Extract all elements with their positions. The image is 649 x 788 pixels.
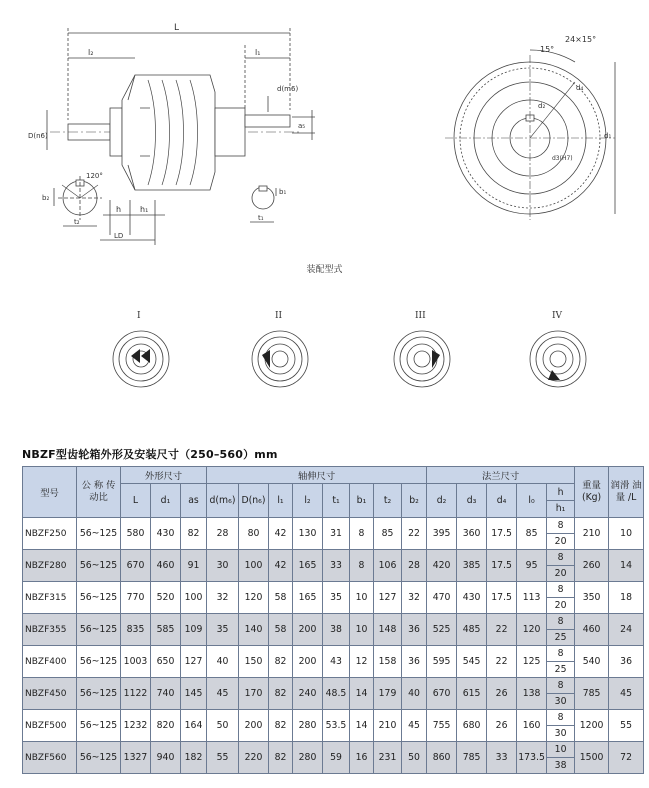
cell-l1: 82	[269, 710, 293, 742]
cell-h: 8	[547, 550, 575, 566]
cell-D: 170	[239, 678, 269, 710]
cell-b2: 36	[402, 614, 427, 646]
dimension-table	[22, 466, 644, 774]
dim-d4-label: d₄	[576, 84, 584, 92]
cell-weight: 1500	[575, 742, 609, 774]
table-row	[23, 710, 644, 726]
cell-l1: 82	[269, 678, 293, 710]
subheader-8: b₁	[350, 484, 374, 518]
cell-t2: 179	[374, 678, 402, 710]
cell-d3: 545	[457, 646, 487, 678]
cell-l2: 165	[293, 550, 323, 582]
cell-t1: 31	[323, 518, 350, 550]
cell-b1: 8	[350, 518, 374, 550]
cell-L: 670	[121, 550, 151, 582]
subheader-9: t₂	[374, 484, 402, 518]
table-row	[23, 646, 644, 662]
cell-oil: 72	[609, 742, 644, 774]
cell-d3: 785	[457, 742, 487, 774]
cell-model: NBZF355	[23, 614, 77, 646]
subheader-14: l₀	[517, 484, 547, 518]
mount-type-i-icon	[113, 331, 169, 387]
mount-type-iv-label: IV	[552, 311, 563, 321]
cell-l1: 58	[269, 614, 293, 646]
cell-b2: 45	[402, 710, 427, 742]
cell-d4: 17.5	[487, 582, 517, 614]
cell-L: 835	[121, 614, 151, 646]
angle-120-label: 120°	[86, 172, 103, 180]
cell-d: 45	[207, 678, 239, 710]
cell-oil: 10	[609, 518, 644, 550]
input-key-section	[42, 172, 103, 226]
cell-t2: 148	[374, 614, 402, 646]
cell-h1: 30	[547, 726, 575, 742]
cell-b2: 50	[402, 742, 427, 774]
dim-b1-label: b₁	[279, 188, 287, 196]
dim-d-label: d(m6)	[277, 85, 299, 93]
table-row	[23, 614, 644, 630]
cell-t1: 53.5	[323, 710, 350, 742]
cell-l1: 42	[269, 550, 293, 582]
cell-d1: 520	[151, 582, 181, 614]
cell-as: 127	[181, 646, 207, 678]
mount-type-iii-icon	[394, 331, 450, 387]
cell-L: 1327	[121, 742, 151, 774]
table-body	[23, 518, 644, 774]
cell-model: NBZF315	[23, 582, 77, 614]
cell-d2: 860	[427, 742, 457, 774]
header-outline: 外形尺寸	[121, 467, 207, 484]
cell-oil: 24	[609, 614, 644, 646]
cell-d2: 525	[427, 614, 457, 646]
cell-d2: 470	[427, 582, 457, 614]
cell-ratio: 56~125	[77, 550, 121, 582]
cell-b1: 12	[350, 646, 374, 678]
mount-type-ii-label: II	[275, 311, 283, 321]
angle-15-label: 15°	[540, 45, 555, 54]
cell-d4: 17.5	[487, 550, 517, 582]
cell-l0: 95	[517, 550, 547, 582]
header-shaft: 轴伸尺寸	[207, 467, 427, 484]
bolt-pattern-label: 24×15°	[565, 35, 597, 44]
cell-d1: 740	[151, 678, 181, 710]
table-row	[23, 582, 644, 598]
cell-model: NBZF400	[23, 646, 77, 678]
cell-d2: 755	[427, 710, 457, 742]
table-row	[23, 742, 644, 758]
cell-ratio: 56~125	[77, 582, 121, 614]
cell-d1: 820	[151, 710, 181, 742]
cell-l0: 85	[517, 518, 547, 550]
cell-d: 32	[207, 582, 239, 614]
cell-d1: 460	[151, 550, 181, 582]
cell-ratio: 56~125	[77, 678, 121, 710]
cell-l1: 82	[269, 742, 293, 774]
cell-t1: 43	[323, 646, 350, 678]
cell-l1: 82	[269, 646, 293, 678]
cell-b2: 40	[402, 678, 427, 710]
cell-h: 10	[547, 742, 575, 758]
cell-l0: 173.5	[517, 742, 547, 774]
cell-L: 770	[121, 582, 151, 614]
dim-d3-label: d3(H7)	[552, 155, 573, 162]
header-oil: 润滑 油量 /L	[609, 467, 644, 518]
cell-d3: 385	[457, 550, 487, 582]
cell-t2: 85	[374, 518, 402, 550]
dim-a5-label: a₅	[298, 122, 306, 130]
cell-h1: 30	[547, 694, 575, 710]
assembly-type-caption: 装配型式	[306, 265, 343, 275]
cell-D: 220	[239, 742, 269, 774]
cell-l0: 113	[517, 582, 547, 614]
table-row	[23, 678, 644, 694]
cell-ratio: 56~125	[77, 646, 121, 678]
cell-d3: 680	[457, 710, 487, 742]
cell-ratio: 56~125	[77, 742, 121, 774]
cell-L: 1003	[121, 646, 151, 678]
cell-h1: 25	[547, 630, 575, 646]
table-row	[23, 518, 644, 534]
cell-model: NBZF280	[23, 550, 77, 582]
mount-type-i-label: I	[137, 311, 141, 321]
cell-l2: 200	[293, 646, 323, 678]
cell-t1: 33	[323, 550, 350, 582]
cell-l1: 42	[269, 518, 293, 550]
cell-h1: 20	[547, 566, 575, 582]
subheader-10: b₂	[402, 484, 427, 518]
cell-b1: 10	[350, 614, 374, 646]
cell-model: NBZF500	[23, 710, 77, 742]
subheader-4: D(n₆)	[239, 484, 269, 518]
cell-model: NBZF560	[23, 742, 77, 774]
subheader-5: l₁	[269, 484, 293, 518]
header-flange: 法兰尺寸	[427, 467, 575, 484]
cell-b2: 28	[402, 550, 427, 582]
cell-b1: 16	[350, 742, 374, 774]
cell-b1: 14	[350, 710, 374, 742]
cell-h: 8	[547, 614, 575, 630]
cell-L: 1122	[121, 678, 151, 710]
cell-d2: 395	[427, 518, 457, 550]
cell-h: 8	[547, 646, 575, 662]
header-weight: 重量 (Kg)	[575, 467, 609, 518]
cell-t1: 35	[323, 582, 350, 614]
header-ratio: 公 称 传动比	[77, 467, 121, 518]
cell-t2: 106	[374, 550, 402, 582]
cell-h1: 25	[547, 662, 575, 678]
cell-d2: 420	[427, 550, 457, 582]
cell-b2: 36	[402, 646, 427, 678]
dim-h1-label: h₁	[140, 205, 149, 214]
cell-D: 120	[239, 582, 269, 614]
cell-t2: 127	[374, 582, 402, 614]
cell-l2: 280	[293, 742, 323, 774]
cell-l0: 138	[517, 678, 547, 710]
output-key-section	[250, 186, 286, 222]
cell-as: 82	[181, 518, 207, 550]
cell-oil: 14	[609, 550, 644, 582]
mount-type-iv-icon	[530, 331, 586, 387]
cell-d4: 22	[487, 614, 517, 646]
cell-d3: 615	[457, 678, 487, 710]
cell-t2: 210	[374, 710, 402, 742]
flange-end-view	[445, 35, 615, 220]
cell-d2: 595	[427, 646, 457, 678]
cell-as: 91	[181, 550, 207, 582]
cell-t2: 231	[374, 742, 402, 774]
cell-l2: 200	[293, 614, 323, 646]
cell-b1: 14	[350, 678, 374, 710]
dim-D-label: D(n6)	[28, 132, 48, 140]
cell-d4: 26	[487, 710, 517, 742]
dim-t2-label: t₂	[74, 218, 80, 226]
cell-oil: 36	[609, 646, 644, 678]
cell-l0: 125	[517, 646, 547, 678]
cell-d3: 360	[457, 518, 487, 550]
cell-l2: 130	[293, 518, 323, 550]
cell-d1: 585	[151, 614, 181, 646]
cell-as: 182	[181, 742, 207, 774]
cell-l0: 120	[517, 614, 547, 646]
header-model: 型号	[23, 467, 77, 518]
cell-oil: 45	[609, 678, 644, 710]
cell-d: 50	[207, 710, 239, 742]
cell-l2: 165	[293, 582, 323, 614]
mount-type-iii-label: III	[415, 311, 426, 321]
cell-D: 80	[239, 518, 269, 550]
cell-D: 140	[239, 614, 269, 646]
subheader-7: t₁	[323, 484, 350, 518]
cell-weight: 260	[575, 550, 609, 582]
cell-oil: 55	[609, 710, 644, 742]
cell-as: 109	[181, 614, 207, 646]
cell-b1: 10	[350, 582, 374, 614]
cell-d1: 430	[151, 518, 181, 550]
cell-D: 100	[239, 550, 269, 582]
cell-d3: 430	[457, 582, 487, 614]
cell-h: 8	[547, 710, 575, 726]
cell-d4: 26	[487, 678, 517, 710]
cell-d: 55	[207, 742, 239, 774]
cell-l2: 240	[293, 678, 323, 710]
table-row	[23, 550, 644, 566]
subheader-2: as	[181, 484, 207, 518]
cell-d4: 33	[487, 742, 517, 774]
cell-b1: 8	[350, 550, 374, 582]
cell-weight: 540	[575, 646, 609, 678]
cell-d3: 485	[457, 614, 487, 646]
dim-h-label: h	[116, 205, 122, 214]
cell-d2: 670	[427, 678, 457, 710]
cell-d: 40	[207, 646, 239, 678]
cell-weight: 1200	[575, 710, 609, 742]
cell-l1: 58	[269, 582, 293, 614]
cell-L: 1232	[121, 710, 151, 742]
cell-L: 580	[121, 518, 151, 550]
cell-t1: 48.5	[323, 678, 350, 710]
cell-b2: 22	[402, 518, 427, 550]
cell-b2: 32	[402, 582, 427, 614]
subheader-3: d(m₆)	[207, 484, 239, 518]
subheader-13: d₄	[487, 484, 517, 518]
subheader-11: d₂	[427, 484, 457, 518]
cell-oil: 18	[609, 582, 644, 614]
dim-l2-label: l₂	[88, 48, 94, 57]
dim-l1-label: l₁	[255, 48, 261, 57]
cell-D: 200	[239, 710, 269, 742]
cell-l2: 280	[293, 710, 323, 742]
cell-weight: 210	[575, 518, 609, 550]
cell-weight: 350	[575, 582, 609, 614]
cell-h: 8	[547, 582, 575, 598]
cell-t2: 158	[374, 646, 402, 678]
cell-weight: 785	[575, 678, 609, 710]
cell-h: 8	[547, 518, 575, 534]
dim-L-label: L	[174, 23, 180, 33]
cell-as: 100	[181, 582, 207, 614]
cell-weight: 460	[575, 614, 609, 646]
cell-model: NBZF250	[23, 518, 77, 550]
cell-ratio: 56~125	[77, 614, 121, 646]
cell-t1: 59	[323, 742, 350, 774]
cell-model: NBZF450	[23, 678, 77, 710]
cell-d1: 650	[151, 646, 181, 678]
cell-ratio: 56~125	[77, 518, 121, 550]
cell-d4: 22	[487, 646, 517, 678]
table-title: NBZF型齿轮箱外形及安装尺寸（250–560）mm	[22, 448, 278, 461]
dim-d2-label: d₂	[538, 102, 546, 110]
subheader-0: L	[121, 484, 151, 518]
cell-h1: 38	[547, 758, 575, 774]
cell-d: 28	[207, 518, 239, 550]
cell-d1: 940	[151, 742, 181, 774]
mount-type-ii-icon	[252, 331, 308, 387]
cell-as: 145	[181, 678, 207, 710]
cell-l0: 160	[517, 710, 547, 742]
cell-as: 164	[181, 710, 207, 742]
cell-d: 30	[207, 550, 239, 582]
dim-b2-label: b₂	[42, 194, 50, 202]
cell-d: 35	[207, 614, 239, 646]
subheader-h-h1: h h₁	[547, 484, 575, 518]
subheader-1: d₁	[151, 484, 181, 518]
cell-h1: 20	[547, 598, 575, 614]
cell-ratio: 56~125	[77, 710, 121, 742]
dim-d1-label: d₁	[604, 132, 612, 140]
subheader-6: l₂	[293, 484, 323, 518]
cell-h: 8	[547, 678, 575, 694]
cell-d4: 17.5	[487, 518, 517, 550]
cell-h1: 20	[547, 534, 575, 550]
subheader-12: d₃	[457, 484, 487, 518]
dim-t1-label: t₁	[258, 214, 264, 222]
cell-D: 150	[239, 646, 269, 678]
cell-t1: 38	[323, 614, 350, 646]
dim-LD-label: LD	[114, 232, 124, 240]
